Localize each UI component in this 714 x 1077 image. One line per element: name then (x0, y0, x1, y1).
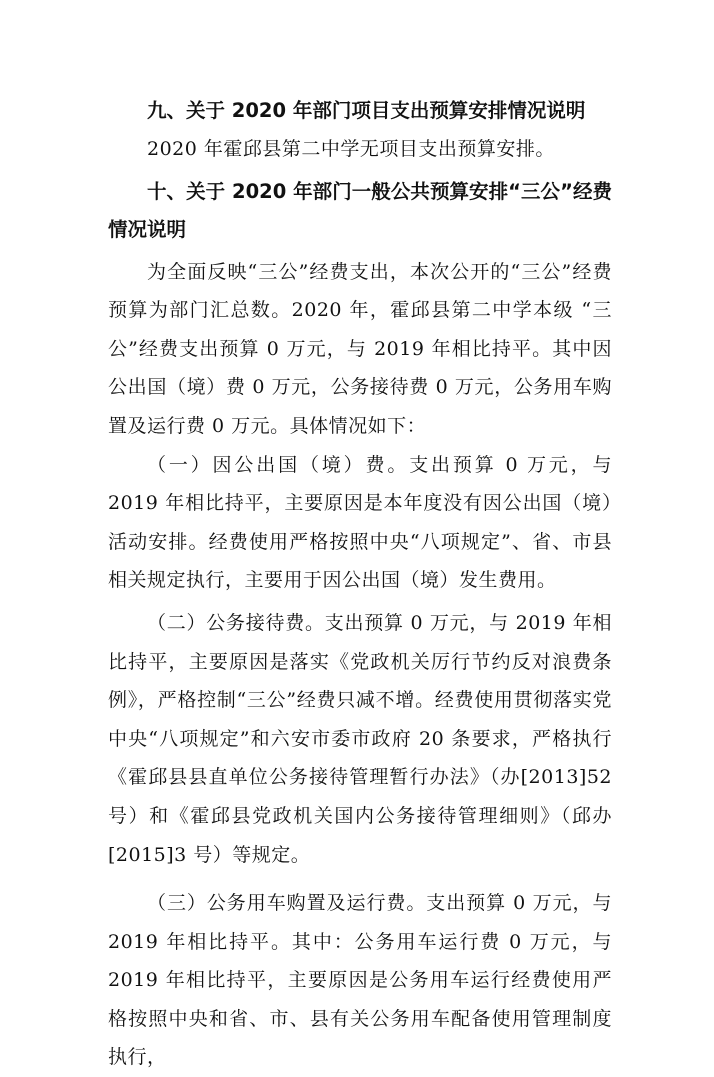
section-9-heading: 九、关于 2020 年部门项目支出预算安排情况说明 (147, 99, 586, 122)
section-10-heading: 十、关于 2020 年部门一般公共预算安排“三公”经费情况说明 (108, 179, 612, 241)
document-body (108, 92, 612, 1077)
item-1-paragraph: （一）因公出国（境）费。支出预算 0 万元，与 2019 年相比持平，主要原因是本年度没有因公出国（境）活动安排。经费使用严格按照中央“八项规定”、省、市县相关规定执行，主要用于因公出国（境）发生费用。 (108, 453, 612, 592)
item-2-paragraph: （二）公务接待费。支出预算 0 万元，与 2019 年相比持平，主要原因是落实《党政机关厉行节约反对浪费条例》，严格控制“三公”经费只减不增。经费使用贯彻落实党中央“八项规定”和六安市委市政府 20 条要求，严格执行《霍邱县县直单位公务接待管理暂行办法》（办[2013]52 号）和《霍邱县党政机关国内公务接待管理细则》（邱办[2015]3 号）等规定。 (108, 611, 612, 866)
section-10-intro-paragraph: 为全面反映“三公”经费支出，本次公开的“三公”经费预算为部门汇总数。2020 年，霍邱县第二中学本级 “三公”经费支出预算 0 万元，与 2019 年相比持平。其中因公出国（境）费 0 万元，公务接待费 0 万元，公务用车购置及运行费 0 万元。具体情况如下： (108, 260, 612, 437)
section-9-text: 2020 年霍邱县第二中学无项目支出预算安排。 (147, 138, 555, 160)
item-3-paragraph: （三）公务用车购置及运行费。支出预算 0 万元，与 2019 年相比持平。其中：公务用车运行费 0 万元，与 2019 年相比持平，主要原因是公务用车运行经费使用严格按照中央和省、市、县有关公务用车配备使用管理制度执行， (108, 892, 612, 1069)
